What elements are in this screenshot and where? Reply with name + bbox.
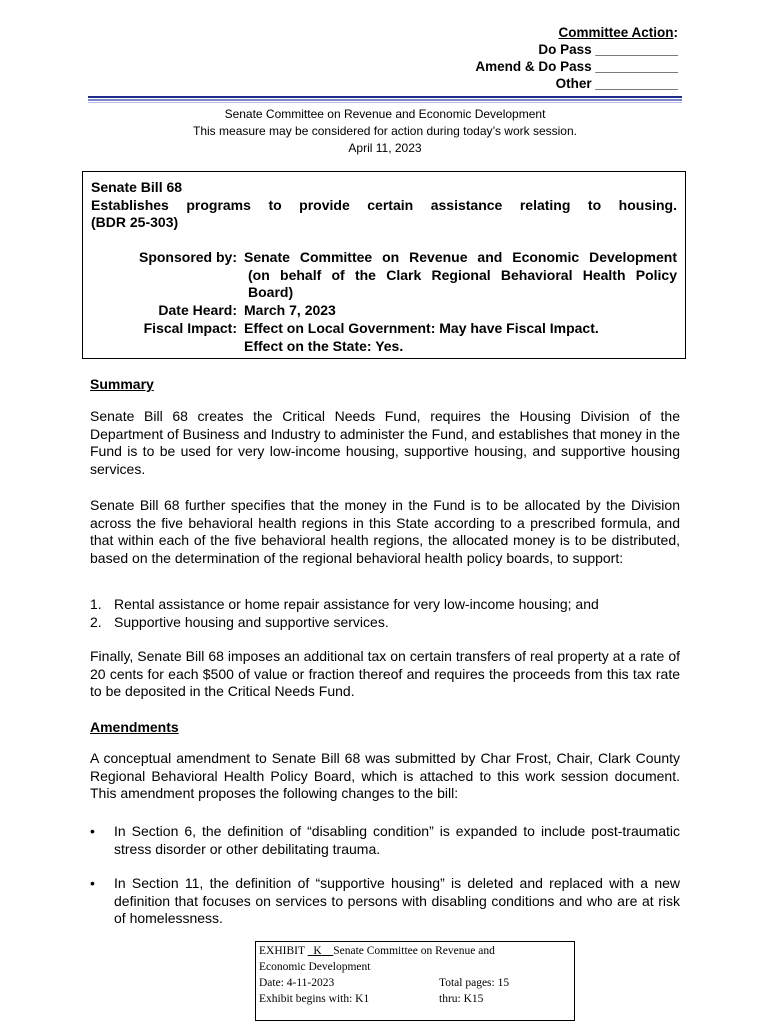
exhibit-label: EXHIBIT — [259, 945, 308, 957]
list-text: Supportive housing and supportive services. — [114, 614, 389, 630]
other-line: Other ___________ — [555, 76, 678, 91]
exhibit-total-pages: Total pages: 15 — [439, 977, 510, 989]
fiscal-impact-value — [244, 320, 677, 355]
exhibit-committee: Senate Committee on Revenue and — [333, 945, 495, 957]
amendment-bullet-2 — [90, 875, 680, 928]
exhibit-stamp — [255, 941, 575, 1021]
list-item — [90, 595, 680, 613]
sponsor-line-2: (on behalf of the Clark Regional Behavioral Health Policy — [248, 266, 677, 283]
committee-header — [88, 106, 682, 157]
fiscal-state: Effect on the State: Yes. — [244, 337, 404, 354]
committee-action-block — [475, 24, 678, 92]
date-heard-label: Date Heard: — [158, 302, 237, 318]
committee-action-title: Committee Action: — [558, 25, 678, 40]
date-heard-value: March 7, 2023 — [244, 302, 336, 318]
exhibit-thru: thru: K15 — [439, 993, 484, 1005]
list-number: 1. — [90, 596, 102, 612]
sponsor-value — [244, 249, 677, 302]
summary-list — [90, 595, 680, 631]
summary-paragraph-2: Senate Bill 68 further specifies that the money in the Fund is to be allocated by the Division across the five behavioral health regions in this State according to a prescribed formula, and that within each of the five behavioral health regions, the allocated money is to be distributed, based on the determination of the regional behavioral health policy boards, to support: — [90, 497, 680, 566]
sponsored-by-label: Sponsored by: — [138, 249, 237, 265]
summary-heading: Summary — [90, 376, 154, 392]
exhibit-line-4 — [259, 991, 571, 1007]
bullet-icon: • — [90, 875, 95, 891]
summary-paragraph-1: Senate Bill 68 creates the Critical Needs Fund, requires the Housing Division of the Department of Business and Industry to administer the Fund, and establishes that money in the Fund is to be used for very low-income housing, supportive housing, and supportive housing services. — [90, 408, 680, 477]
exhibit-letter: K — [313, 945, 322, 957]
list-text: Rental assistance or home repair assistance for very low-income housing; and — [114, 596, 599, 612]
exhibit-line-2: Economic Development — [259, 961, 371, 973]
fiscal-impact-label: Fiscal Impact: — [143, 320, 237, 336]
bullet-text: In Section 6, the definition of “disabling condition” is expanded to include post-traumatic stress disorder or other debilitating trauma. — [114, 823, 680, 857]
summary-paragraph-3: Finally, Senate Bill 68 imposes an additional tax on certain transfers of real property at a rate of 20 cents for each $500 of value or fraction thereof and requires the proceeds from this tax rate to be deposited in the Critical Needs Fund. — [90, 648, 680, 700]
meeting-date: April 11, 2023 — [348, 141, 422, 155]
header-rule — [88, 96, 682, 103]
amendments-paragraph: A conceptual amendment to Senate Bill 68 was submitted by Char Frost, Chair, Clark County Regional Behavioral Health Policy Board, which is attached to this work session document. This amendment proposes the following changes to the bill: — [90, 750, 680, 802]
list-item — [90, 613, 680, 631]
bill-description: Establishes programs to provide certain assistance relating to housing. — [91, 196, 677, 213]
sponsor-line-3: Board) — [248, 284, 294, 300]
exhibit-line-1 — [259, 943, 571, 959]
committee-name: Senate Committee on Revenue and Economic Development — [224, 107, 546, 121]
amendments-heading: Amendments — [90, 719, 179, 735]
bullet-icon: • — [90, 823, 95, 839]
bdr-number: (BDR 25-303) — [91, 214, 179, 230]
amend-do-pass-line: Amend & Do Pass ___________ — [475, 59, 678, 74]
list-number: 2. — [90, 614, 102, 630]
fiscal-local: Effect on Local Government: May have Fiscal Impact. — [244, 320, 599, 336]
amendment-bullet-1 — [90, 823, 680, 858]
work-session-note: This measure may be considered for action during today’s work session. — [193, 124, 577, 138]
sponsor-line-1: Senate Committee on Revenue and Economic Development — [244, 249, 677, 265]
do-pass-line: Do Pass ___________ — [538, 42, 678, 57]
bill-number: Senate Bill 68 — [91, 179, 183, 195]
exhibit-begins: Exhibit begins with: K1 — [259, 993, 370, 1005]
exhibit-date: Date: 4-11-2023 — [259, 977, 335, 989]
exhibit-line-3 — [259, 975, 571, 991]
bill-info-box — [82, 171, 686, 359]
bullet-text: In Section 11, the definition of “supportive housing” is deleted and replaced with a new definition that focuses on services to persons with disabling conditions and who are at risk of homelessness. — [114, 875, 680, 927]
